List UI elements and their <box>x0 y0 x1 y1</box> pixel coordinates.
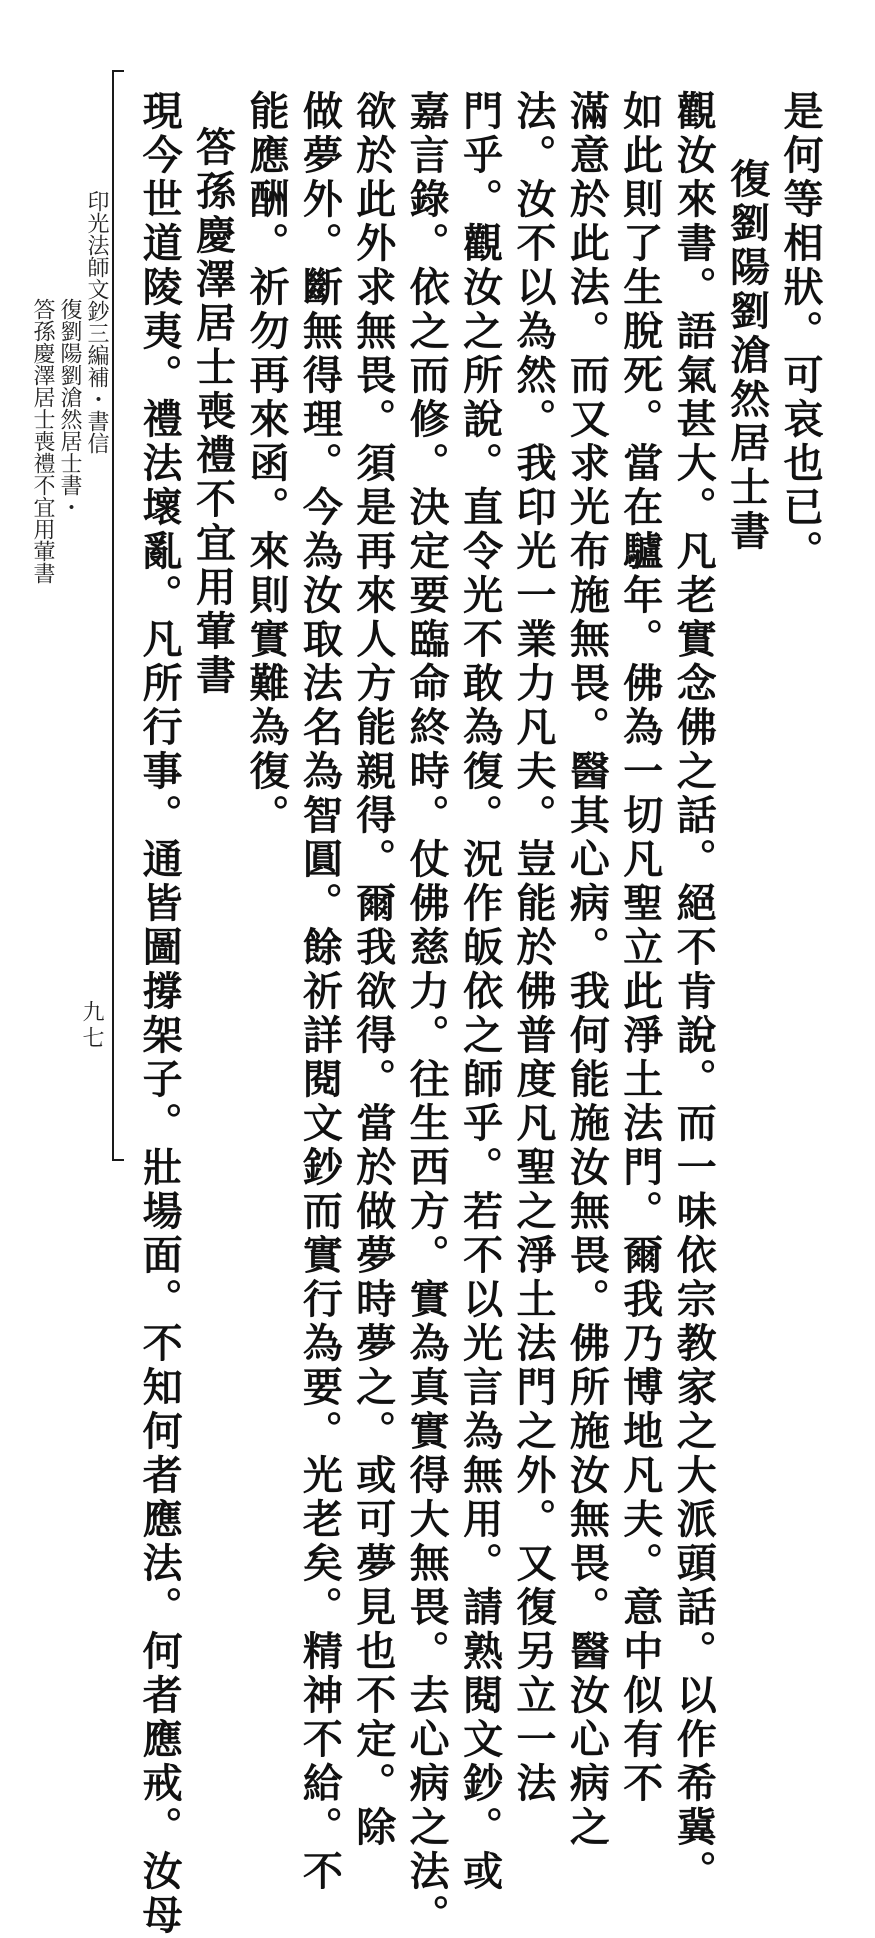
frame-rule <box>112 70 114 1160</box>
text-column: 現今世道陵夷。禮法壞亂。凡所行事。通皆圖撐架子。壯場面。不知何者應法。何者應戒。汝母 <box>136 90 184 1938</box>
text-column: 做夢外。斷無得理。今為汝取法名為智圓。餘祈詳閱文鈔而實行為要。光老矣。精神不給。不 <box>296 90 344 1894</box>
text-column: 觀汝來書。語氣甚大。凡老實念佛之話。絕不肯說。而一味依宗教家之大派頭話。以作希冀。 <box>670 90 718 1894</box>
section-title: 復劉陽劉滄然居士書・ <box>57 298 82 518</box>
page-number: 九七 <box>79 1000 104 1052</box>
text-column: 是何等相狀。可哀也已。 <box>777 90 824 574</box>
running-header <box>30 190 110 950</box>
text-column: 門乎。觀汝之所說。直令光不敢為復。況作皈依之師乎。若不以光言為無用。請熟閱文鈔。或 <box>456 90 504 1894</box>
book-title: 印光法師文鈔三編補・書信 <box>84 190 109 454</box>
section-title: 答孫慶澤居士喪禮不宜用葷書 <box>30 298 55 584</box>
text-column: 能應酬。祈勿再來函。來則實難為復。 <box>242 90 290 838</box>
text-column: 嘉言錄。依之而修。決定要臨命終時。仗佛慈力。往生西方。實為真實得大無畏。去心病之法。 <box>403 90 451 1938</box>
letter-title: 復劉陽劉滄然居士書 <box>723 158 771 554</box>
text-column: 滿意於此法。而又求光布施無畏。醫其心病。我何能施汝無畏。佛所施汝無畏。醫汝心病之 <box>563 90 611 1850</box>
main-text <box>122 90 827 1938</box>
text-column: 欲於此外求無畏。須是再來人方能親得。爾我欲得。當於做夢時夢之。或可夢見也不定。除 <box>349 90 397 1850</box>
section-titles <box>29 190 83 950</box>
text-column: 如此則了生脫死。當在驢年。佛為一切凡聖立此淨土法門。爾我乃博地凡夫。意中似有不 <box>616 90 664 1806</box>
text-column: 法。汝不以為然。我印光一業力凡夫。豈能於佛普度凡聖之淨土法門之外。又復另立一法 <box>509 90 557 1806</box>
letter-title: 答孫慶澤居士喪禮不宜用葷書 <box>189 126 237 698</box>
frame-rule-top <box>112 70 124 72</box>
